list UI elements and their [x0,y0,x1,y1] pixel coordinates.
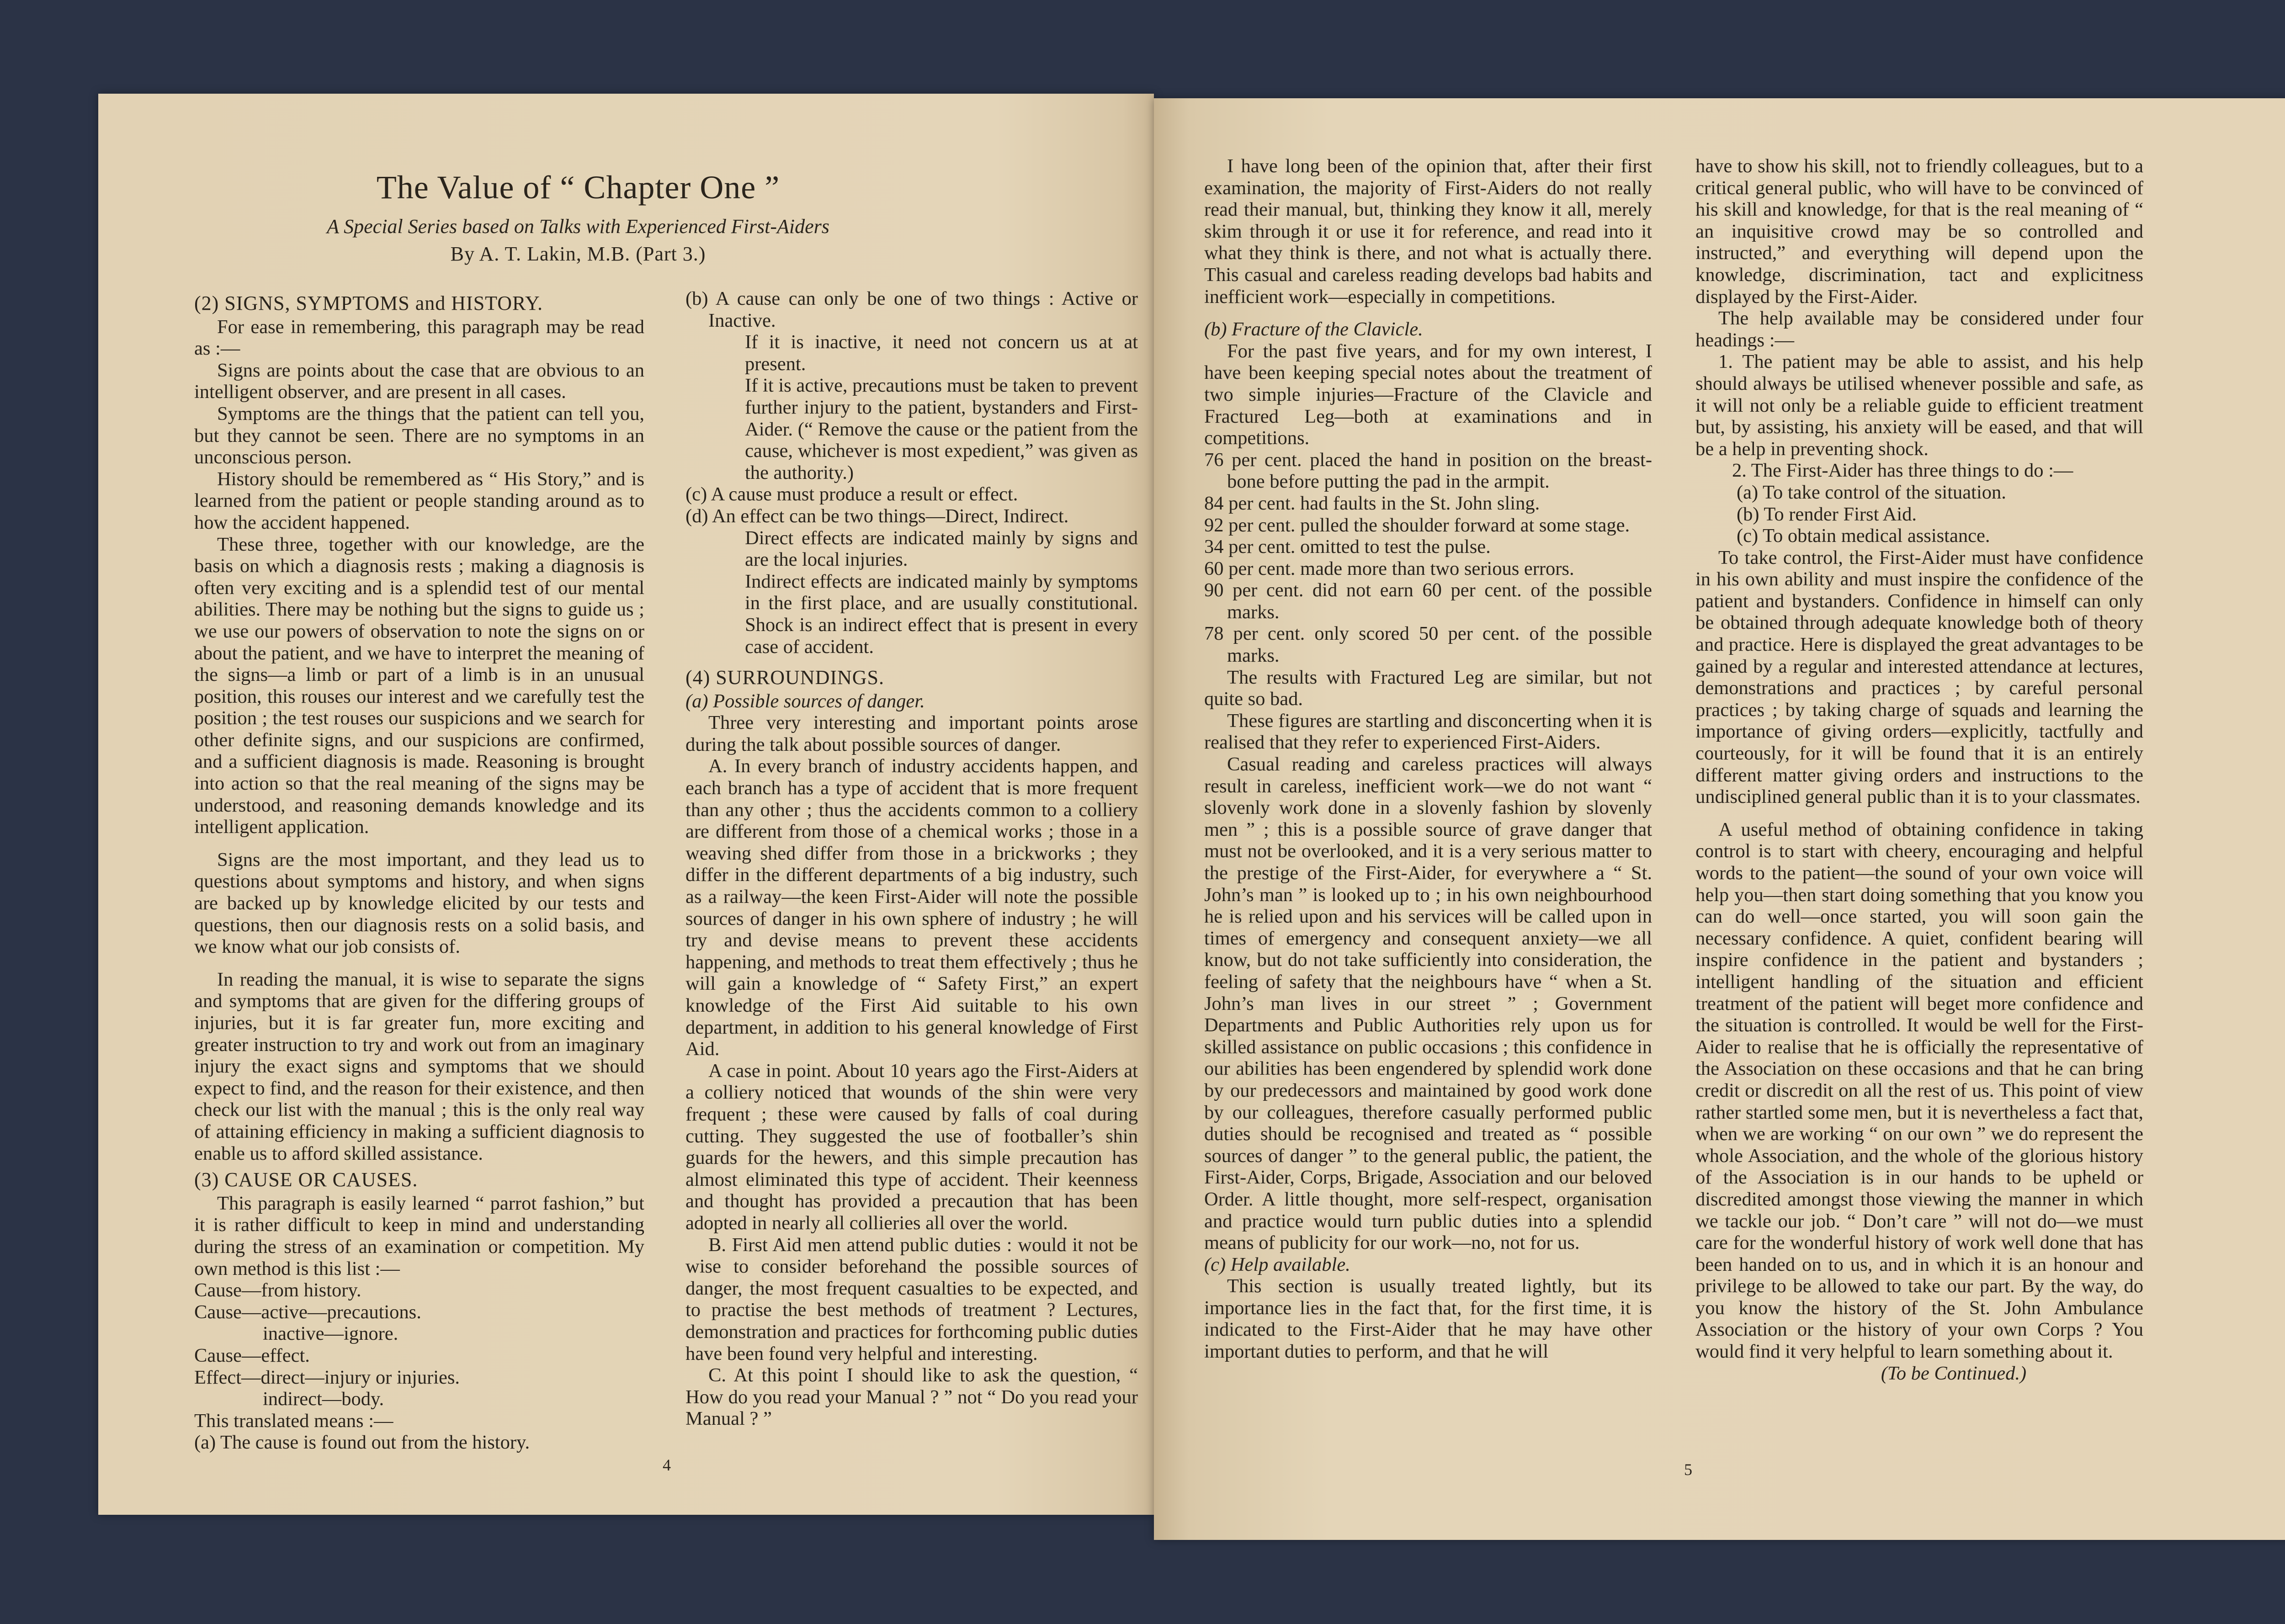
column-4 [1695,155,2143,1384]
paragraph: Signs are points about the case that are obvious to an intelligent observer, and are present in all cases. [194,359,644,403]
paragraph: Direct effects are indicated mainly by signs and are the local injuries. [745,527,1138,571]
paragraph: This section is usually treated lightly, but its importance lies in the fact that, for the first time, it is indicated to the First-Aider that he may have other important duties to perform, and that he will [1204,1275,1652,1363]
section-heading-3: (3) CAUSE OR CAUSES. [194,1168,418,1191]
paragraph: 2. The First-Aider has three things to do :— [1732,460,2073,482]
list-item: Cause—active—precautions. [194,1301,421,1323]
paragraph: These three, together with our knowledge, are the basis on which a diagnosis rests ; making a diagnosis is often very exciting and is a splendid test of our mental abilities. There may be nothing but the signs to guide us ; we use our powers of observation to note the signs on or about the patient, and we have to interpret the meaning of the signs—a limb or part of a limb is in an unusual position, this rouses our interest and we carefully test the position ; the test rouses our suspicions and we search for other definite signs, and our suspicions are confirmed, and a sufficient diagnosis is made. Reasoning is brought into action so that the real meaning of the signs may be understood, and reasoning demands knowledge and its intelligent application. [194,533,644,838]
paragraph: A case in point. About 10 years ago the First-Aiders at a colliery noticed that wounds of the shin were very frequent ; these were caused by falls of coal during cutting. They suggested the use of footballer’s shin guards for the hewers, and this simple precaution has almost eliminated this type of accident. Their keenness and thought has provided a precaution that has been adopted in nearly all collieries all over the world. [686,1060,1138,1234]
statistic: 84 per cent. had faults in the St. John sling. [1204,492,1540,514]
paragraph: If it is inactive, it need not concern us at at present. [745,331,1138,375]
section-heading-4: (4) SURROUNDINGS. [686,666,885,689]
paragraph: I have long been of the opinion that, after their first examination, the majority of First-Aiders do not really read their manual, but, thinking they know it all, merely skim through it or use it for reference, and read into it what they think is there, and not what is actually there. This casual and careless reading develops bad habits and inefficient work—especially in competitions. [1204,155,1652,308]
paragraph: (d) An effect can be two things—Direct, Indirect. [686,505,1069,527]
statistic: 90 per cent. did not earn 60 per cent. of the possible marks. [1204,579,1652,623]
list-item: (b) To render First Aid. [1737,503,1917,525]
paragraph: Three very interesting and important points arose during the talk about possible sources of danger. [686,712,1138,755]
list-item: This translated means :— [194,1410,393,1432]
paragraph: The results with Fractured Leg are similar, but not quite so bad. [1204,666,1652,710]
paragraph: have to show his skill, not to friendly colleagues, but to a critical general public, who will have to be convinced of his skill and knowledge, for that is the real meaning of “ an inquisitive crowd may be so controlled and instructed,” and everything will depend upon the knowledge, discrimination, tact and explicitness displayed by the First-Aider. [1695,155,2143,308]
statistic: 34 per cent. omitted to test the pulse. [1204,536,1491,558]
paragraph: Signs are the most important, and they lead us to questions about symptoms and history, and when signs are backed up by knowledge elicited by our tests and questions, then our diagnosis rests on a solid basis, and we know what our job consists of. [194,849,644,958]
list-item: (a) To take control of the situation. [1737,481,2006,503]
statistic: 76 per cent. placed the hand in position on the breast-bone before putting the pad in the armpit. [1204,449,1652,493]
paragraph: 1. The patient may be able to assist, and his help should always be utilised whenever possible and safe, as it will not only be a reliable guide to efficient treatment but, by assisting, his anxiety will be eased, and that will be a help in preventing shock. [1695,351,2143,460]
paragraph: A useful method of obtaining confidence in taking control is to start with cheery, encouraging and helpful words to the patient—the sound of your own voice will help you—then start doing something that you know you can do well—once started, you will soon gain the necessary confidence. A quiet, confident bearing will inspire confidence in the patient and bystanders ; intelligent handling of the situation and efficient treatment of the patient will beget more confidence and the situation is controlled. It would be well for the First-Aider to realise that he is officially the representative of the Association on these occasions and that he can bring credit or discredit on all the rest of us. This point of view rather startled some men, but it is nevertheless a fact that, when we are working “ on our own ” we do represent the whole Association, and the whole of the glorious history of the Association is in our hands to be upheld or discredited amongst those viewing the manner in which we tackle our job. “ Don’t care ” will not do—we must care for the wonderful history of work well done that has been handed on to us, and in which it is an honour and privilege to be allowed to take our part. By the way, do you know the history of the St. John Ambulance Association or the history of your own Corps ? You would find it very helpful to learn something about it. [1695,818,2143,1363]
paragraph: For the past five years, and for my own interest, I have been keeping special notes about the treatment of two simple injuries—Fracture of the Clavicle and Fractured Leg—both at examinations and in competitions. [1204,340,1652,449]
subsection-heading: (c) Help available. [1204,1253,1350,1275]
paragraph: Casual reading and careless practices will always result in careless, inefficient work—we do not want “ slovenly work done in a slovenly fashion by slovenly men ” ; this is a possible source of grave danger that must not be overlooked, and it is a very serious matter to the prestige of the First-Aider, for everywhere a “ St. John’s man ” is looked up to ; in his own neighbourhood he is relied upon and his services will be called upon in times of emergency and consequent anxiety—we all know, but do not take sufficiently into consideration, the feeling of safety that the neighbours have “ when a St. John’s man lives in our street ” ; Government Departments and Public Authorities rely upon us for skilled assistance on public occasions ; this confidence in our abilities has been engendered by splendid work done by our predecessors and maintained by good work done by our colleagues, therefore casually performed public duties should be recognised and treated as “ possible sources of danger ” to the general public, the patient, the First-Aider, Corps, Brigade, Association and our beloved Order. A little thought, more self-respect, organisation and practice would turn public duties into a splendid means of publicity for our work—no, not for us. [1204,754,1652,1254]
paragraph: This paragraph is easily learned “ parrot fashion,” but it is rather difficult to keep in mind and understanding during the stress of an examination or competition. My own method is this list :— [194,1192,644,1279]
paragraph: For ease in remembering, this paragraph may be read as :— [194,316,644,360]
paragraph: A. In every branch of industry accidents happen, and each branch has a type of accident that is more frequent than any other ; thus the accidents common to a colliery are different from those of a chemical works ; those in a weaving shed differ from those in a brickworks ; they differ in the different departments of a big industry, such as a railway—the keen First-Aider will note the possible sources of danger in his own sphere of industry ; he will try and devise means to prevent these accidents happening, and methods to treat them effectively ; thus he will gain a knowledge of “ Safety First,” an expert knowledge of the First Aid suitable to his own department, in addition to his general knowledge of First Aid. [686,755,1138,1060]
list-item: Cause—from history. [194,1279,361,1301]
paragraph: Symptoms are the things that the patient can tell you, but they cannot be seen. There are no symptoms in an unconscious person. [194,403,644,468]
paragraph: Indirect effects are indicated mainly by symptoms in the first place, and are usually constitutional. Shock is an indirect effect that is present in every case of accident. [745,570,1138,658]
paragraph: If it is active, precautions must be taken to prevent further injury to the patient, bystanders and First-Aider. (“ Remove the cause or the patient from the cause, whichever is most expedient,” was given as the authority.) [745,375,1138,483]
paragraph: The help available may be considered under four headings :— [1695,308,2143,351]
list-item: (c) To obtain medical assistance. [1737,525,1990,547]
page-number-right: 5 [1684,1460,1692,1479]
subsection-heading: (b) Fracture of the Clavicle. [1204,318,1423,340]
statistic: 60 per cent. made more than two serious errors. [1204,557,1574,579]
paragraph: History should be remembered as “ His Story,” and is learned from the patient or people standing around as to how the accident happened. [194,468,644,533]
paragraph: To take control, the First-Aider must have confidence in his own ability and must inspire the confidence of the patient and bystanders. Confidence in himself can only be obtained through adequate knowledge both of theory and practice. Here is displayed the great advantages to be gained by a regular and interested attendance at lectures, demonstrations and practices ; by careful personal practices ; by taking charge of squads and learning the importance of giving orders—explicitly, tactfully and courteously, for it will be found that it is an entirely different matter giving orders and instructions to the undisciplined general public than it is to your classmates. [1695,547,2143,808]
paragraph: B. First Aid men attend public duties : would it not be wise to consider beforehand the possible sources of danger, the most frequent casualties to be expected, and to practise the best methods of treatment ? Lectures, demonstration and practices for forthcoming public duties have been found very helpful and interesting. [686,1234,1138,1364]
paragraph: C. At this point I should like to ask the question, “ How do you read your Manual ? ” not “ Do you read your Manual ? ” [686,1364,1138,1430]
statistic: 78 per cent. only scored 50 per cent. of the possible marks. [1204,623,1652,667]
list-item: indirect—body. [263,1388,384,1410]
paragraph: (c) A cause must produce a result or effect. [686,483,1018,505]
section-heading-2: (2) SIGNS, SYMPTOMS and HISTORY. [194,292,543,314]
subsection-heading: (a) Possible sources of danger. [686,690,925,712]
article-title: The Value of “ Chapter One ” [376,169,780,206]
paragraph: (b) A cause can only be one of two things : Active or Inactive. [686,288,1138,331]
article-subtitle: A Special Series based on Talks with Experienced First-Aiders [327,215,829,238]
column-1 [194,288,644,1454]
statistic: 92 per cent. pulled the shoulder forward at some stage. [1204,514,1630,536]
paragraph: These figures are startling and disconcerting when it is realised that they refer to experienced First-Aiders. [1204,710,1652,754]
page-number-left: 4 [663,1456,671,1474]
continued-note: (To be Continued.) [1881,1362,2027,1384]
column-2 [686,288,1138,1430]
article-byline: By A. T. Lakin, M.B. (Part 3.) [450,243,706,265]
list-item: Cause—effect. [194,1344,310,1366]
list-item: inactive—ignore. [263,1323,399,1345]
column-3 [1204,155,1652,1363]
paragraph: In reading the manual, it is wise to separate the signs and symptoms that are given for the differing groups of injuries, but it is far greater fun, more exciting and greater instruction to try and work out from an imaginary injury the exact signs and symptoms that we should expect to find, and the reason for their existence, and then check our list with the manual ; this is the only real way of attaining efficiency in making a sufficient diagnosis to enable us to afford skilled assistance. [194,968,644,1164]
list-item: Effect—direct—injury or injuries. [194,1366,460,1388]
list-item: (a) The cause is found out from the history. [194,1432,530,1454]
